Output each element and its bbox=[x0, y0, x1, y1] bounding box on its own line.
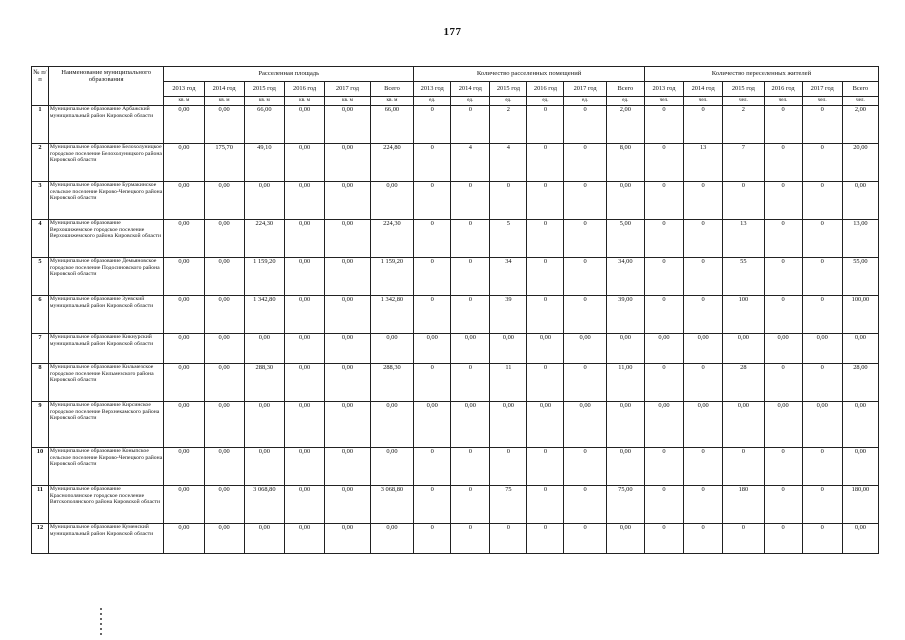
header-year: 2016 год bbox=[527, 82, 564, 97]
rooms-cell: 0,00 bbox=[606, 402, 644, 448]
people-cell: 0 bbox=[764, 448, 802, 486]
people-cell: 0 bbox=[684, 524, 723, 554]
area-cell: 0,00 bbox=[164, 220, 204, 258]
people-cell: 0 bbox=[684, 486, 723, 524]
area-cell: 0,00 bbox=[204, 220, 244, 258]
area-cell: 0,00 bbox=[244, 402, 284, 448]
people-cell: 0 bbox=[644, 448, 683, 486]
rooms-cell: 0,00 bbox=[606, 448, 644, 486]
people-cell: 0 bbox=[723, 182, 764, 220]
people-cell: 0 bbox=[723, 448, 764, 486]
rooms-cell: 0,00 bbox=[414, 402, 451, 448]
people-cell: 0 bbox=[684, 220, 723, 258]
rooms-cell: 0 bbox=[527, 486, 564, 524]
municipality-name: Муниципальное образование Коныпское сельское поселение Кирово-Чепецкого района Кировской области bbox=[48, 448, 163, 486]
rooms-cell: 0 bbox=[527, 106, 564, 144]
people-cell: 0 bbox=[802, 296, 842, 334]
area-cell: 0,00 bbox=[204, 524, 244, 554]
people-cell: 55 bbox=[723, 258, 764, 296]
rooms-cell: 0 bbox=[451, 182, 490, 220]
row-number: 7 bbox=[32, 334, 49, 364]
area-cell: 0,00 bbox=[164, 106, 204, 144]
area-cell: 0,00 bbox=[164, 448, 204, 486]
people-cell: 0 bbox=[644, 364, 683, 402]
area-cell: 0,00 bbox=[370, 402, 413, 448]
people-cell: 0,00 bbox=[842, 182, 878, 220]
area-cell: 1 159,20 bbox=[244, 258, 284, 296]
rooms-cell: 75 bbox=[490, 486, 527, 524]
rooms-cell: 11 bbox=[490, 364, 527, 402]
rooms-cell: 0 bbox=[414, 364, 451, 402]
rooms-cell: 0,00 bbox=[490, 402, 527, 448]
rooms-cell: 11,00 bbox=[606, 364, 644, 402]
rooms-cell: 0 bbox=[527, 296, 564, 334]
people-cell: 0 bbox=[644, 486, 683, 524]
area-cell: 0,00 bbox=[164, 296, 204, 334]
rooms-cell: 0 bbox=[414, 486, 451, 524]
rooms-cell: 0 bbox=[564, 220, 606, 258]
area-cell: 0,00 bbox=[164, 486, 204, 524]
people-cell: 0,00 bbox=[684, 402, 723, 448]
area-cell: 0,00 bbox=[284, 448, 324, 486]
people-cell: 0 bbox=[644, 524, 683, 554]
area-cell: 0,00 bbox=[370, 524, 413, 554]
header-unit: кв. м bbox=[325, 97, 371, 106]
municipality-name: Муниципальное образование Арбажский муниципальный район Кировской области bbox=[48, 106, 163, 144]
header-number: № п/п bbox=[32, 67, 49, 106]
rooms-cell: 0 bbox=[490, 448, 527, 486]
municipality-name: Муниципальное образование Белохолуницкое городское поселение Белохолуницкого района Кировской области bbox=[48, 144, 163, 182]
header-unit: чел. bbox=[842, 97, 878, 106]
area-cell: 0,00 bbox=[325, 106, 371, 144]
people-cell: 0 bbox=[684, 182, 723, 220]
people-cell: 0 bbox=[764, 364, 802, 402]
people-cell: 0,00 bbox=[764, 402, 802, 448]
area-cell: 0,00 bbox=[204, 364, 244, 402]
rooms-cell: 0 bbox=[490, 182, 527, 220]
area-cell: 49,10 bbox=[244, 144, 284, 182]
municipality-name: Муниципальное образование Куменский муниципальный район Кировской области bbox=[48, 524, 163, 554]
rooms-cell: 0,00 bbox=[414, 334, 451, 364]
table-row bbox=[32, 106, 879, 144]
area-cell: 0,00 bbox=[284, 334, 324, 364]
rooms-cell: 0,00 bbox=[606, 334, 644, 364]
people-cell: 0,00 bbox=[842, 448, 878, 486]
area-cell: 0,00 bbox=[370, 448, 413, 486]
area-cell: 0,00 bbox=[370, 334, 413, 364]
rooms-cell: 0 bbox=[414, 182, 451, 220]
area-cell: 0,00 bbox=[164, 364, 204, 402]
area-cell: 0,00 bbox=[164, 334, 204, 364]
people-cell: 0 bbox=[723, 524, 764, 554]
people-cell: 100 bbox=[723, 296, 764, 334]
header-unit: кв. м bbox=[204, 97, 244, 106]
area-cell: 66,00 bbox=[244, 106, 284, 144]
rooms-cell: 0 bbox=[451, 220, 490, 258]
table-row bbox=[32, 144, 879, 182]
people-cell: 0 bbox=[764, 258, 802, 296]
header-year: 2013 год bbox=[414, 82, 451, 97]
rooms-cell: 5 bbox=[490, 220, 527, 258]
rooms-cell: 0 bbox=[527, 144, 564, 182]
header-year: 2016 год bbox=[764, 82, 802, 97]
area-cell: 0,00 bbox=[244, 334, 284, 364]
municipality-name: Муниципальное образование Демьяновское городское поселение Подосиновского района Кировской области bbox=[48, 258, 163, 296]
rooms-cell: 8,00 bbox=[606, 144, 644, 182]
people-cell: 13 bbox=[684, 144, 723, 182]
area-cell: 0,00 bbox=[325, 448, 371, 486]
header-unit: ед. bbox=[527, 97, 564, 106]
rooms-cell: 0,00 bbox=[564, 402, 606, 448]
area-cell: 0,00 bbox=[204, 106, 244, 144]
people-cell: 0 bbox=[644, 182, 683, 220]
area-cell: 3 068,80 bbox=[370, 486, 413, 524]
area-cell: 0,00 bbox=[325, 334, 371, 364]
rooms-cell: 0 bbox=[451, 486, 490, 524]
header-year: 2014 год bbox=[684, 82, 723, 97]
rooms-cell: 0 bbox=[451, 296, 490, 334]
header-unit: кв. м bbox=[164, 97, 204, 106]
table-row bbox=[32, 402, 879, 448]
people-cell: 0,00 bbox=[764, 334, 802, 364]
header-year: 2015 год bbox=[490, 82, 527, 97]
header-year: Всего bbox=[370, 82, 413, 97]
header-year: 2013 год bbox=[644, 82, 683, 97]
area-cell: 1 342,80 bbox=[370, 296, 413, 334]
row-number: 6 bbox=[32, 296, 49, 334]
area-cell: 0,00 bbox=[325, 486, 371, 524]
header-year: Всего bbox=[842, 82, 878, 97]
rooms-cell: 0 bbox=[451, 258, 490, 296]
rooms-cell: 0,00 bbox=[451, 402, 490, 448]
header-group-rooms: Количество расселенных помещений bbox=[414, 67, 645, 82]
people-cell: 0 bbox=[764, 106, 802, 144]
people-cell: 0 bbox=[644, 220, 683, 258]
people-cell: 0 bbox=[684, 106, 723, 144]
area-cell: 0,00 bbox=[325, 524, 371, 554]
people-cell: 0 bbox=[802, 364, 842, 402]
area-cell: 175,70 bbox=[204, 144, 244, 182]
people-cell: 0,00 bbox=[644, 402, 683, 448]
area-cell: 0,00 bbox=[325, 258, 371, 296]
table-row bbox=[32, 334, 879, 364]
people-cell: 0 bbox=[802, 448, 842, 486]
people-cell: 0 bbox=[802, 258, 842, 296]
area-cell: 0,00 bbox=[164, 258, 204, 296]
people-cell: 0,00 bbox=[802, 402, 842, 448]
header-year: 2015 год bbox=[244, 82, 284, 97]
table-row bbox=[32, 524, 879, 554]
rooms-cell: 0 bbox=[564, 144, 606, 182]
people-cell: 180 bbox=[723, 486, 764, 524]
people-cell: 0,00 bbox=[802, 334, 842, 364]
rooms-cell: 0,00 bbox=[527, 402, 564, 448]
area-cell: 0,00 bbox=[164, 524, 204, 554]
people-cell: 0 bbox=[764, 144, 802, 182]
area-cell: 0,00 bbox=[284, 144, 324, 182]
table-row bbox=[32, 220, 879, 258]
area-cell: 0,00 bbox=[284, 182, 324, 220]
area-cell: 0,00 bbox=[284, 220, 324, 258]
area-cell: 0,00 bbox=[284, 296, 324, 334]
table-row bbox=[32, 364, 879, 402]
header-year: 2014 год bbox=[451, 82, 490, 97]
header-group-people: Количество переселенных жителей bbox=[644, 67, 878, 82]
header-unit: ед. bbox=[490, 97, 527, 106]
header-year: 2017 год bbox=[802, 82, 842, 97]
row-number: 4 bbox=[32, 220, 49, 258]
people-cell: 0,00 bbox=[684, 334, 723, 364]
area-cell: 0,00 bbox=[325, 364, 371, 402]
rooms-cell: 0 bbox=[490, 524, 527, 554]
people-cell: 13,00 bbox=[842, 220, 878, 258]
table-row bbox=[32, 182, 879, 220]
rooms-cell: 0 bbox=[564, 182, 606, 220]
header-unit: кв. м bbox=[370, 97, 413, 106]
people-cell: 0,00 bbox=[723, 402, 764, 448]
people-cell: 0 bbox=[684, 258, 723, 296]
header-unit: ед. bbox=[414, 97, 451, 106]
rooms-cell: 0,00 bbox=[606, 182, 644, 220]
area-cell: 0,00 bbox=[325, 296, 371, 334]
municipality-name: Муниципальное образование Бурмакинское сельское поселение Кирово-Чепецкого района Кировской области bbox=[48, 182, 163, 220]
row-number: 12 bbox=[32, 524, 49, 554]
rooms-cell: 39 bbox=[490, 296, 527, 334]
people-cell: 0,00 bbox=[842, 524, 878, 554]
people-cell: 0 bbox=[764, 524, 802, 554]
area-cell: 1 159,20 bbox=[370, 258, 413, 296]
rooms-cell: 0 bbox=[414, 220, 451, 258]
people-cell: 0 bbox=[644, 106, 683, 144]
people-cell: 0,00 bbox=[842, 334, 878, 364]
area-cell: 288,30 bbox=[370, 364, 413, 402]
people-cell: 28,00 bbox=[842, 364, 878, 402]
rooms-cell: 4 bbox=[451, 144, 490, 182]
people-cell: 0 bbox=[764, 486, 802, 524]
people-cell: 0 bbox=[644, 144, 683, 182]
people-cell: 55,00 bbox=[842, 258, 878, 296]
people-cell: 0 bbox=[802, 106, 842, 144]
rooms-cell: 0 bbox=[414, 106, 451, 144]
municipality-name: Муниципальное образование Краснополянское городское поселение Вятскополянского района Кировской области bbox=[48, 486, 163, 524]
row-number: 10 bbox=[32, 448, 49, 486]
area-cell: 0,00 bbox=[204, 258, 244, 296]
header-unit: чел. bbox=[723, 97, 764, 106]
area-cell: 224,30 bbox=[244, 220, 284, 258]
people-cell: 0 bbox=[802, 524, 842, 554]
rooms-cell: 4 bbox=[490, 144, 527, 182]
area-cell: 0,00 bbox=[284, 364, 324, 402]
people-cell: 0 bbox=[802, 144, 842, 182]
people-cell: 0 bbox=[802, 486, 842, 524]
area-cell: 0,00 bbox=[325, 402, 371, 448]
rooms-cell: 0,00 bbox=[606, 524, 644, 554]
area-cell: 0,00 bbox=[244, 182, 284, 220]
municipality-name: Муниципальное образование Кирсинское городское поселение Верхнекамского района Кировской области bbox=[48, 402, 163, 448]
area-cell: 0,00 bbox=[204, 448, 244, 486]
page-number: 177 bbox=[443, 26, 462, 38]
area-cell: 0,00 bbox=[164, 402, 204, 448]
row-number: 5 bbox=[32, 258, 49, 296]
people-cell: 0 bbox=[684, 448, 723, 486]
rooms-cell: 5,00 bbox=[606, 220, 644, 258]
row-number: 11 bbox=[32, 486, 49, 524]
area-cell: 0,00 bbox=[204, 334, 244, 364]
area-cell: 0,00 bbox=[325, 144, 371, 182]
scan-marks bbox=[98, 605, 104, 639]
area-cell: 0,00 bbox=[204, 402, 244, 448]
header-name: Наименование муниципального образования bbox=[48, 67, 163, 106]
row-number: 9 bbox=[32, 402, 49, 448]
area-cell: 0,00 bbox=[204, 296, 244, 334]
municipality-name: Муниципальное образование Кильмезское городское поселение Кильмезского района Кировской области bbox=[48, 364, 163, 402]
header-unit: ед. bbox=[606, 97, 644, 106]
rooms-cell: 0 bbox=[414, 144, 451, 182]
rooms-cell: 0 bbox=[527, 448, 564, 486]
rooms-cell: 0 bbox=[414, 296, 451, 334]
header-unit: чел. bbox=[684, 97, 723, 106]
people-cell: 20,00 bbox=[842, 144, 878, 182]
header-year: 2017 год bbox=[564, 82, 606, 97]
people-cell: 0 bbox=[684, 364, 723, 402]
municipality-name: Муниципальное образование Верхошижемское городское поселение Верхошижемского района Кировской области bbox=[48, 220, 163, 258]
area-cell: 66,00 bbox=[370, 106, 413, 144]
people-cell: 0 bbox=[644, 258, 683, 296]
area-cell: 0,00 bbox=[325, 182, 371, 220]
area-cell: 0,00 bbox=[244, 524, 284, 554]
area-cell: 0,00 bbox=[244, 448, 284, 486]
people-cell: 0,00 bbox=[842, 402, 878, 448]
rooms-cell: 0 bbox=[564, 364, 606, 402]
table-row bbox=[32, 296, 879, 334]
people-cell: 180,00 bbox=[842, 486, 878, 524]
area-cell: 0,00 bbox=[164, 182, 204, 220]
rooms-cell: 0,00 bbox=[451, 334, 490, 364]
rooms-cell: 0 bbox=[564, 448, 606, 486]
rooms-cell: 75,00 bbox=[606, 486, 644, 524]
rooms-cell: 0 bbox=[564, 106, 606, 144]
rooms-cell: 0 bbox=[527, 220, 564, 258]
row-number: 2 bbox=[32, 144, 49, 182]
header-unit: чел. bbox=[802, 97, 842, 106]
area-cell: 3 068,80 bbox=[244, 486, 284, 524]
rooms-cell: 0 bbox=[527, 258, 564, 296]
people-cell: 0 bbox=[764, 220, 802, 258]
rooms-cell: 0 bbox=[527, 182, 564, 220]
header-unit: ед. bbox=[451, 97, 490, 106]
municipality-name: Муниципальное образование Зуевский муниципальный район Кировской области bbox=[48, 296, 163, 334]
people-cell: 0 bbox=[802, 220, 842, 258]
header-unit: кв. м bbox=[244, 97, 284, 106]
area-cell: 0,00 bbox=[284, 258, 324, 296]
rooms-cell: 0 bbox=[451, 524, 490, 554]
people-cell: 0 bbox=[764, 182, 802, 220]
rooms-cell: 2 bbox=[490, 106, 527, 144]
rooms-cell: 39,00 bbox=[606, 296, 644, 334]
people-cell: 2 bbox=[723, 106, 764, 144]
rooms-cell: 0 bbox=[527, 364, 564, 402]
rooms-cell: 0 bbox=[414, 448, 451, 486]
people-cell: 0 bbox=[802, 182, 842, 220]
row-number: 3 bbox=[32, 182, 49, 220]
row-number: 1 bbox=[32, 106, 49, 144]
area-cell: 0,00 bbox=[325, 220, 371, 258]
rooms-cell: 0 bbox=[451, 106, 490, 144]
rooms-cell: 0,00 bbox=[564, 334, 606, 364]
area-cell: 0,00 bbox=[370, 182, 413, 220]
rooms-cell: 0 bbox=[564, 524, 606, 554]
area-cell: 224,30 bbox=[370, 220, 413, 258]
header-year: 2014 год bbox=[204, 82, 244, 97]
rooms-cell: 0,00 bbox=[527, 334, 564, 364]
people-cell: 100,00 bbox=[842, 296, 878, 334]
table-row bbox=[32, 486, 879, 524]
people-cell: 0 bbox=[644, 296, 683, 334]
people-cell: 13 bbox=[723, 220, 764, 258]
table-row bbox=[32, 448, 879, 486]
rooms-cell: 0 bbox=[414, 258, 451, 296]
area-cell: 224,80 bbox=[370, 144, 413, 182]
rooms-cell: 0,00 bbox=[490, 334, 527, 364]
rooms-cell: 0 bbox=[564, 486, 606, 524]
area-cell: 1 342,80 bbox=[244, 296, 284, 334]
rooms-cell: 34,00 bbox=[606, 258, 644, 296]
area-cell: 0,00 bbox=[204, 182, 244, 220]
rooms-cell: 0 bbox=[451, 448, 490, 486]
rooms-cell: 34 bbox=[490, 258, 527, 296]
header-year: 2016 год bbox=[284, 82, 324, 97]
people-cell: 2,00 bbox=[842, 106, 878, 144]
area-cell: 0,00 bbox=[284, 524, 324, 554]
rooms-cell: 0 bbox=[564, 258, 606, 296]
header-unit: чел. bbox=[644, 97, 683, 106]
area-cell: 0,00 bbox=[284, 486, 324, 524]
header-unit: кв. м bbox=[284, 97, 324, 106]
header-year: 2015 год bbox=[723, 82, 764, 97]
area-cell: 0,00 bbox=[284, 106, 324, 144]
people-cell: 28 bbox=[723, 364, 764, 402]
people-cell: 0,00 bbox=[723, 334, 764, 364]
area-cell: 0,00 bbox=[204, 486, 244, 524]
row-number: 8 bbox=[32, 364, 49, 402]
rooms-cell: 2,00 bbox=[606, 106, 644, 144]
header-unit: ед. bbox=[564, 97, 606, 106]
rooms-cell: 0 bbox=[414, 524, 451, 554]
table-row bbox=[32, 258, 879, 296]
people-cell: 0 bbox=[764, 296, 802, 334]
municipality-name: Муниципальное образование Кикнурский муниципальный район Кировской области bbox=[48, 334, 163, 364]
resettlement-table bbox=[31, 66, 879, 554]
area-cell: 288,30 bbox=[244, 364, 284, 402]
area-cell: 0,00 bbox=[164, 144, 204, 182]
header-unit: чел. bbox=[764, 97, 802, 106]
people-cell: 0 bbox=[684, 296, 723, 334]
rooms-cell: 0 bbox=[451, 364, 490, 402]
header-year: 2013 год bbox=[164, 82, 204, 97]
rooms-cell: 0 bbox=[564, 296, 606, 334]
header-group-area: Расселенная площадь bbox=[164, 67, 414, 82]
rooms-cell: 0 bbox=[527, 524, 564, 554]
people-cell: 7 bbox=[723, 144, 764, 182]
header-year: 2017 год bbox=[325, 82, 371, 97]
area-cell: 0,00 bbox=[284, 402, 324, 448]
header-year: Всего bbox=[606, 82, 644, 97]
people-cell: 0,00 bbox=[644, 334, 683, 364]
